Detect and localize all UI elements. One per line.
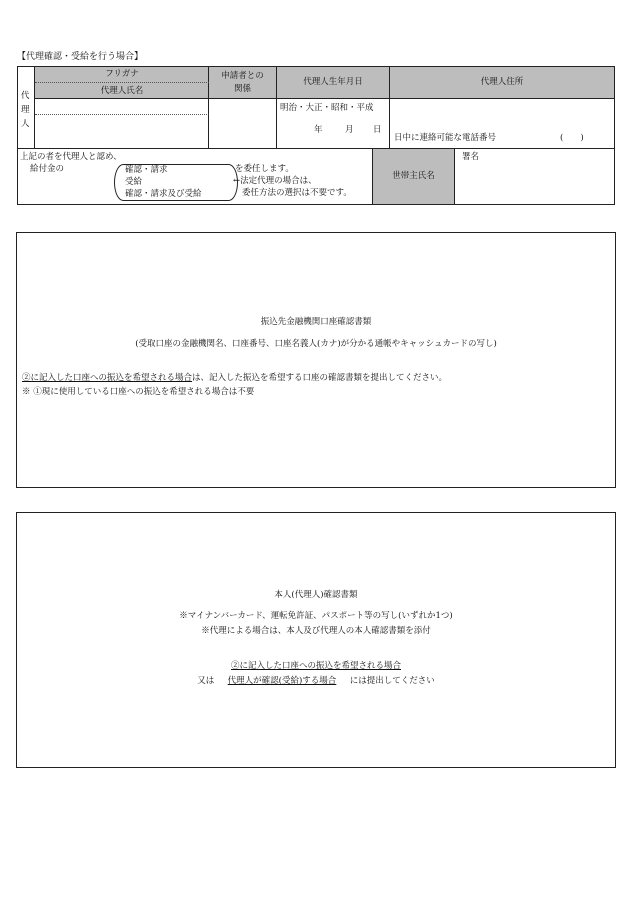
daytime-phone-label: 日中に連絡可能な電話番号 bbox=[394, 133, 497, 143]
bank-box-subtitle: (受取口座の金融機関名、口座番号、口座名義人(カナ)が分かる通帳やキャッシュカードの写し) bbox=[135, 339, 497, 349]
identity-condition-line bbox=[17, 676, 615, 687]
proxy-side-cell bbox=[18, 67, 35, 149]
bank-box-title: 振込先金融機関口座確認書類 bbox=[260, 317, 372, 327]
furigana-header bbox=[35, 67, 209, 83]
bank-note-underlined: ②に記入した口座への振込を希望される場合 bbox=[22, 373, 193, 383]
phone-parens: ( ) bbox=[560, 133, 584, 143]
side-char-2: 理 bbox=[21, 105, 30, 115]
furigana-label: フリガナ bbox=[105, 69, 139, 79]
bank-box-note2: ※ ①現に使用している口座への振込を希望される場合は不要 bbox=[22, 387, 255, 397]
signature-label: 署名 bbox=[462, 152, 480, 162]
bank-document-box bbox=[16, 232, 616, 488]
legal-note-line2: 委任方法の選択は不要です。 bbox=[242, 188, 352, 198]
address-input[interactable] bbox=[390, 99, 614, 149]
relation-input[interactable] bbox=[209, 99, 277, 149]
identity-condition1: ②に記入した口座への振込を希望される場合 bbox=[230, 661, 401, 671]
side-char-3: 人 bbox=[21, 119, 30, 129]
delegation-line1: 上記の者を代理人と認め、 bbox=[20, 152, 122, 162]
bank-box-note bbox=[22, 373, 447, 384]
birthdate-label: 代理人生年月日 bbox=[303, 77, 363, 87]
year-unit: 年 bbox=[314, 125, 323, 135]
proxy-name-input[interactable] bbox=[35, 115, 209, 149]
identity-document-box bbox=[16, 512, 616, 768]
furigana-input[interactable] bbox=[35, 99, 209, 115]
birthdate-input[interactable] bbox=[277, 99, 390, 149]
name-header bbox=[35, 83, 209, 99]
month-unit: 月 bbox=[345, 125, 354, 135]
day-unit: 日 bbox=[373, 125, 382, 135]
name-label: 代理人氏名 bbox=[100, 85, 144, 96]
option-receive[interactable]: 受給 bbox=[125, 177, 143, 187]
relation-label-line1: 申請者との bbox=[221, 70, 264, 81]
relation-header-cell bbox=[209, 67, 277, 99]
relation-label-line2: 関係 bbox=[233, 83, 251, 94]
identity-cond-end: には提出してください bbox=[349, 676, 435, 686]
delegation-cell bbox=[18, 149, 373, 204]
identity-line1: ※マイナンバーカード、運転免許証、パスポート等の写し(いずれか1つ) bbox=[179, 611, 453, 621]
bank-note-rest: は、記入した振込を希望する口座の確認書類を提出してください。 bbox=[192, 373, 448, 383]
proxy-table bbox=[17, 66, 615, 205]
household-head-label: 世帯主氏名 bbox=[392, 171, 435, 181]
address-label: 代理人住所 bbox=[480, 77, 524, 87]
identity-box-title: 本人(代理人)確認書類 bbox=[274, 590, 358, 600]
address-header-cell bbox=[390, 67, 614, 99]
side-char-1: 代 bbox=[21, 91, 30, 101]
household-head-cell bbox=[373, 149, 455, 204]
delegation-suffix: を委任します。 bbox=[235, 164, 294, 174]
option-both[interactable]: 確認・請求及び受給 bbox=[125, 189, 202, 199]
identity-cond-or: 又は bbox=[197, 676, 215, 686]
legal-note-line1: ←法定代理の場合は、 bbox=[233, 176, 317, 186]
delegation-prefix: 給付金の bbox=[30, 164, 65, 174]
identity-line2: ※代理による場合は、本人及び代理人の本人確認書類を添付 bbox=[201, 626, 431, 636]
birthdate-header-cell bbox=[277, 67, 390, 99]
household-head-input[interactable] bbox=[455, 149, 614, 204]
era-options: 明治・大正・昭和・平成 bbox=[280, 103, 374, 113]
section-heading: 【代理確認・受給を行う場合】 bbox=[17, 52, 144, 62]
identity-condition2: 代理人が確認(受給)する場合 bbox=[227, 676, 337, 686]
option-confirm-request[interactable]: 確認・請求 bbox=[125, 165, 168, 175]
